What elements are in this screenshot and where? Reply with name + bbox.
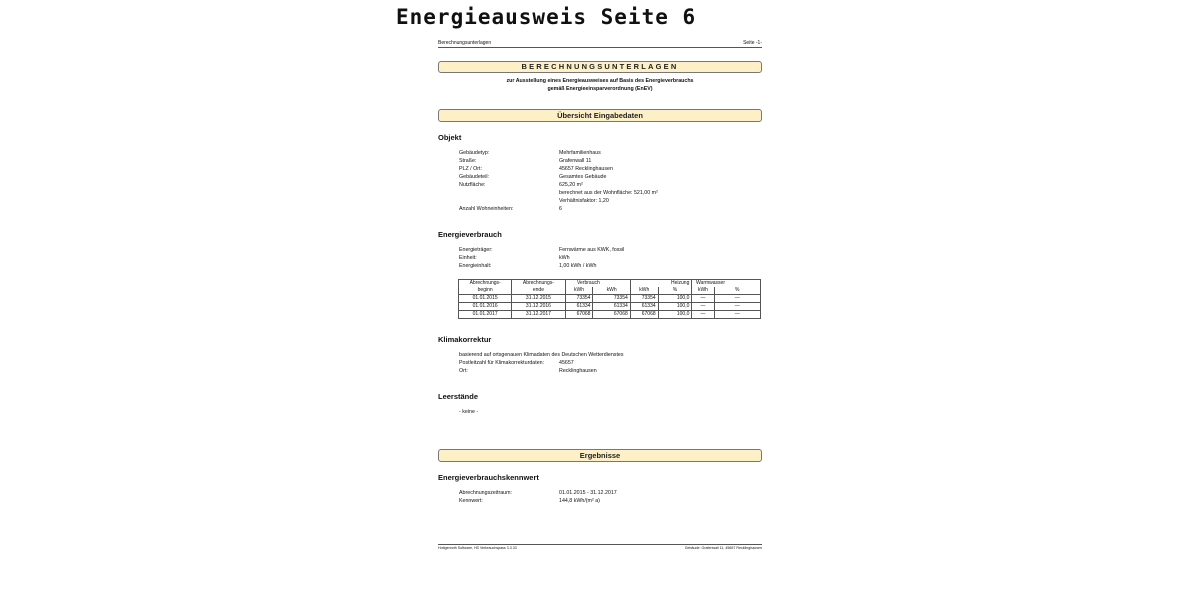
klima-ort-label: Ort: (459, 368, 468, 374)
units-label: Anzahl Wohneinheiten: (459, 206, 514, 212)
main-title-box: BERECHNUNGSUNTERLAGEN (438, 61, 762, 73)
th-ende2: ende (512, 287, 565, 295)
table-row (459, 295, 761, 303)
th-unit: kWh (630, 287, 658, 295)
klima-line: basierend auf ortsgenauen Klimadaten des Deutschen Wetterdienstes (459, 352, 624, 358)
verbrauch-value: kWh (559, 255, 570, 261)
objekt-value: Grafenwall 11 (559, 158, 592, 164)
document-page (438, 39, 762, 550)
cell-h-kwh: 61334 (630, 303, 658, 311)
objekt-heading: Objekt (438, 133, 462, 142)
th-beginn: Abrechnungs- (459, 280, 512, 288)
cell-h-pct: 100,0 (658, 303, 692, 311)
page-header (438, 39, 762, 48)
header-right: Seite -1- (743, 40, 762, 46)
th-warmwasser (696, 280, 761, 288)
cell-v1: 73354 (565, 295, 593, 303)
subtitle-line1: zur Ausstellung eines Energieausweises auf Basis des Energieverbrauchs (506, 78, 694, 84)
subtitle (438, 77, 762, 93)
objekt-value: Gesamtes Gebäude (559, 174, 607, 180)
zeitraum-value: 01.01.2015 - 31.12.2017 (559, 490, 617, 496)
objekt-label: PLZ / Ort: (459, 166, 482, 172)
kennwert-value: 144,8 kWh/(m² a) (559, 498, 600, 504)
cell-ende: 31.12.2017 (512, 311, 565, 319)
objekt-label: Gebäudeteil: (459, 174, 490, 180)
page-title: Energieausweis Seite 6 (396, 5, 697, 29)
objekt-extra: Verhältnisfaktor: 1,20 (559, 198, 609, 204)
cell-w-pct: — (714, 295, 761, 303)
cell-v1: 67068 (565, 311, 593, 319)
cell-w-kwh: — (692, 303, 714, 311)
cell-h-pct: 100,0 (658, 311, 692, 319)
verbrauch-label: Energieträger: (459, 247, 493, 253)
consumption-table (458, 279, 761, 319)
cell-v2: 73354 (593, 295, 630, 303)
results-box: Ergebnisse (438, 449, 762, 462)
cell-w-pct: — (714, 303, 761, 311)
verbrauch-value: Fernwärme aus KWK, fossil (559, 247, 625, 253)
overview-box: Übersicht Eingabedaten (438, 109, 762, 122)
page-footer (438, 544, 762, 551)
th-unit: kWh (593, 287, 630, 295)
th-unit: kWh (692, 287, 714, 295)
cell-v2: 61334 (593, 303, 630, 311)
objekt-label: Nutzfläche: (459, 182, 486, 188)
cell-w-kwh: — (692, 311, 714, 319)
objekt-value: Mehrfamilienhaus (559, 150, 601, 156)
table-row (459, 311, 761, 319)
th-beginn2: beginn (459, 287, 512, 295)
th-unit: % (714, 287, 761, 295)
verbrauch-label: Einheit: (459, 255, 477, 261)
header-left: Berechnungsunterlagen (438, 40, 492, 46)
klima-plz-value: 45657 (559, 360, 574, 366)
cell-beginn: 01.01.2017 (459, 311, 512, 319)
footer-right: Gebäude: Grafenwall 11, 45657 Recklinghausen (684, 546, 762, 550)
units-value: 6 (559, 206, 562, 212)
th-heizung-left (630, 280, 658, 288)
cell-w-pct: — (714, 311, 761, 319)
th-warmwasser-label: Warmwasser (696, 280, 725, 286)
verbrauch-heading: Energieverbrauch (438, 230, 502, 239)
cell-beginn: 01.01.2015 (459, 295, 512, 303)
th-ende: Abrechnungs- (512, 280, 565, 288)
th-verbrauch (576, 280, 630, 288)
objekt-value: 625,20 m² (559, 182, 583, 188)
klima-heading: Klimakorrektur (438, 335, 492, 344)
cell-h-kwh: 73354 (630, 295, 658, 303)
cell-ende: 31.12.2016 (512, 303, 565, 311)
objekt-extra: berechnet aus der Wohnfläche: 521,00 m² (559, 190, 658, 196)
leer-heading: Leerstände (438, 392, 479, 401)
table-row (459, 303, 761, 311)
kennwert-label: Kennwert: (459, 498, 483, 504)
th-verbrauch-label: Verbrauch (576, 280, 600, 286)
cell-ende: 31.12.2015 (512, 295, 565, 303)
cell-v2: 67068 (593, 311, 630, 319)
kennwert-heading: Energieverbrauchskennwert (438, 473, 539, 482)
th-heizung: Heizung (658, 280, 692, 288)
footer-left: Hottgenroth Software, HS Verbrauchspass 3.3.33 (438, 546, 517, 550)
th-unit: kWh (565, 287, 593, 295)
zeitraum-label: Abrechnungszeitraum: (459, 490, 512, 496)
cell-w-kwh: — (692, 295, 714, 303)
klima-ort-value: Recklinghausen (559, 368, 597, 374)
leer-value: - keine - (459, 409, 479, 415)
cell-h-kwh: 67068 (630, 311, 658, 319)
cell-v1: 61334 (565, 303, 593, 311)
objekt-label: Straße: (459, 158, 477, 164)
klima-plz-label: Postleitzahl für Klimakorrekturdaten: (459, 360, 545, 366)
subtitle-line2: gemäß Energieeinsparverordnung (EnEV) (547, 86, 653, 92)
cell-beginn: 01.01.2016 (459, 303, 512, 311)
objekt-value: 45657 Recklinghausen (559, 166, 613, 172)
th-unit: % (658, 287, 692, 295)
cell-h-pct: 100,0 (658, 295, 692, 303)
objekt-label: Gebäudetyp: (459, 150, 490, 156)
verbrauch-label: Energieinhalt: (459, 263, 492, 269)
verbrauch-value: 1,00 kWh / kWh (559, 263, 597, 269)
